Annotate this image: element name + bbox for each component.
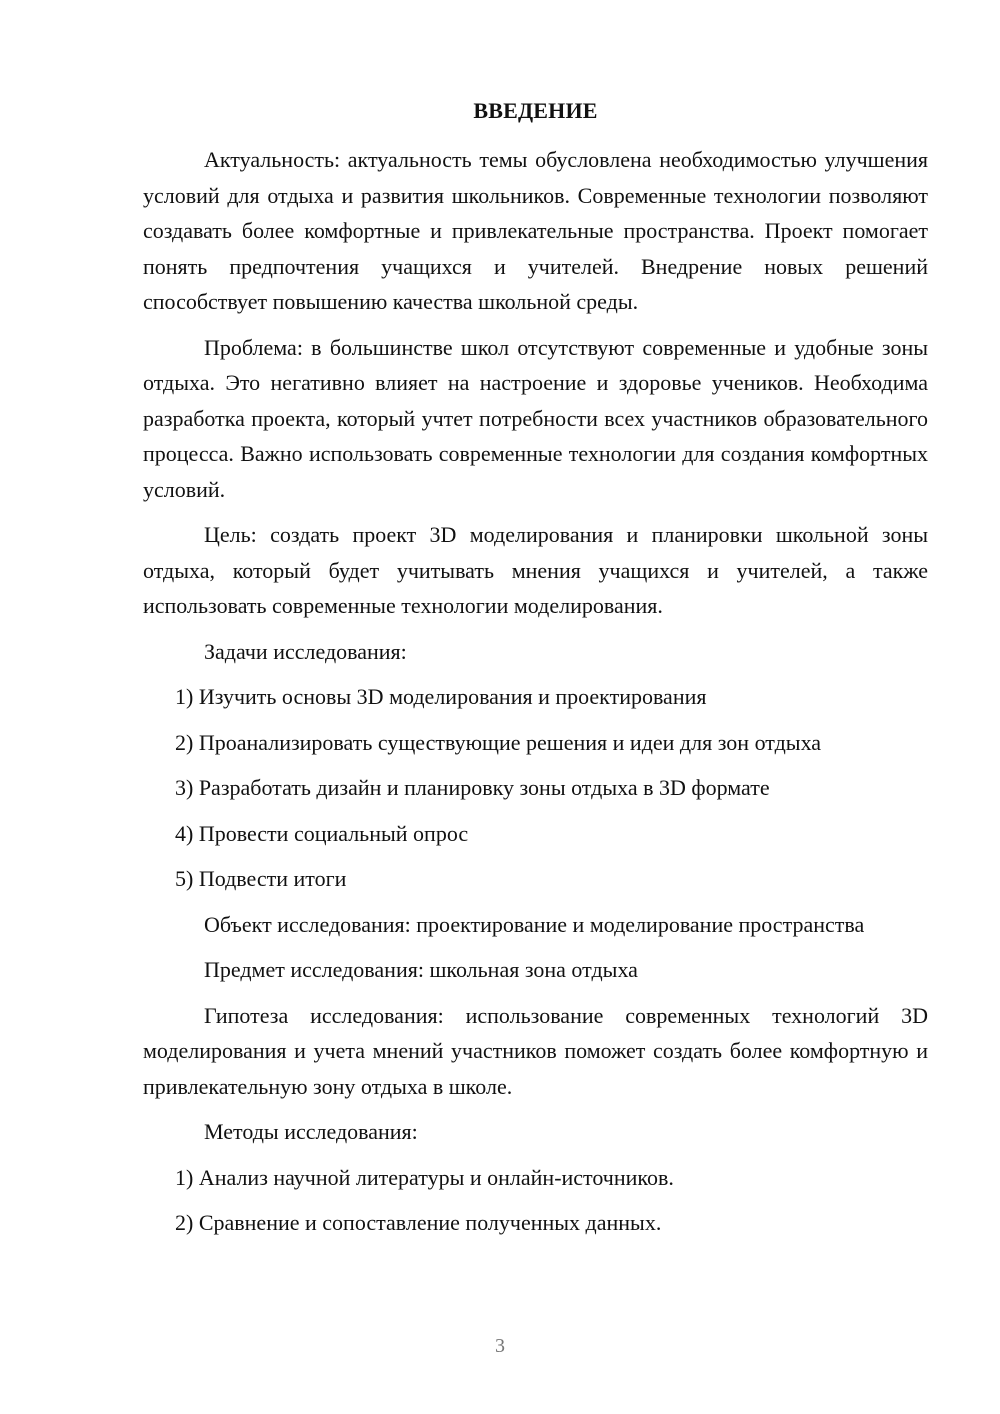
task-item: 4) Провести социальный опрос: [175, 820, 469, 846]
page-number: 3: [495, 1335, 505, 1357]
method-item: 1) Анализ научной литературы и онлайн-источников.: [175, 1164, 674, 1190]
methods-heading: Методы исследования:: [204, 1119, 418, 1144]
relevance-paragraph: Актуальность: актуальность темы обусловлена необходимостью улучшения условий для отдыха и развития школьников. Современные технологии позволяют создавать более комфортные и привлекательные пространства. Проект помогает понять предпочтения учащихся и учителей. Внедрение новых решений способствует повышению качества школьной среды.: [143, 147, 928, 314]
object-paragraph: Объект исследования: проектирование и моделирование пространства: [204, 911, 865, 937]
page-title: ВВЕДЕНИЕ: [473, 98, 598, 123]
task-item: 3) Разработать дизайн и планировку зоны отдыха в 3D формате: [175, 775, 770, 800]
task-item: 5) Подвести итоги: [175, 866, 347, 891]
document-page: [143, 98, 928, 1251]
subject-paragraph: Предмет исследования: школьная зона отдыха: [204, 957, 638, 982]
hypothesis-paragraph: Гипотеза исследования: использование современных технологий 3D моделирования и учета мнений участников поможет создать более комфортную и привлекательную зону отдыха в школе.: [143, 1002, 928, 1099]
goal-paragraph: Цель: создать проект 3D моделирования и планировки школьной зоны отдыха, который будет учитывать мнения учащихся и учителей, а также использовать современные технологии моделирования.: [143, 522, 928, 618]
task-item: 1) Изучить основы 3D моделирования и проектирования: [175, 684, 707, 709]
task-item: 2) Проанализировать существующие решения и идеи для зон отдыха: [175, 729, 822, 755]
method-item: 2) Сравнение и сопоставление полученных данных.: [175, 1210, 662, 1235]
problem-paragraph: Проблема: в большинстве школ отсутствуют современные и удобные зоны отдыха. Это негативно влияет на настроение и здоровье учеников. Необходима разработка проекта, который учтет потребности всех участников образовательного процесса. Важно использовать современные технологии для создания комфортных условий.: [143, 334, 928, 502]
tasks-heading: Задачи исследования:: [204, 638, 407, 664]
